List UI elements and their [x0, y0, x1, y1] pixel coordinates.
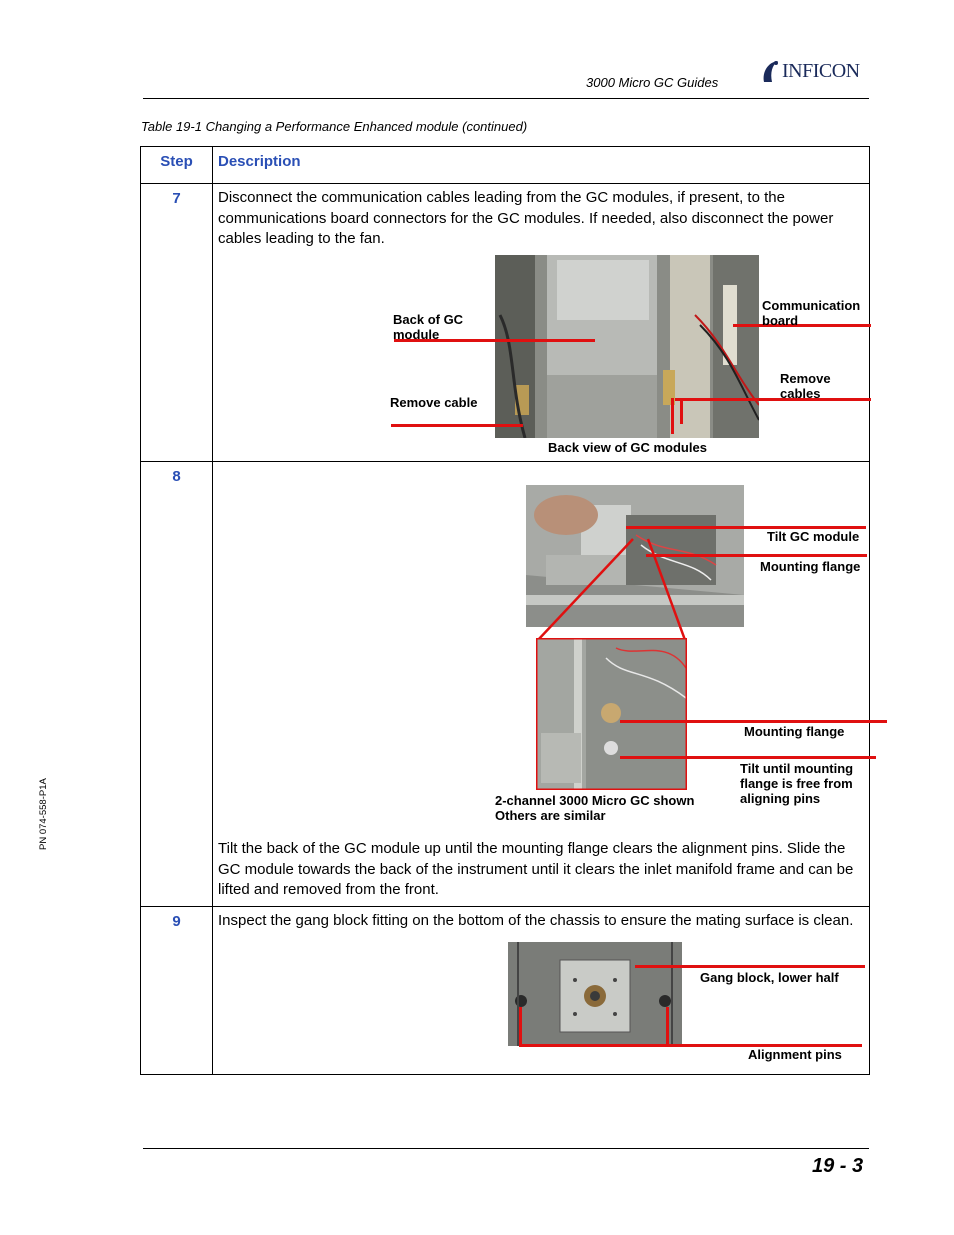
- header-rule: [143, 98, 869, 99]
- steps-table: [140, 146, 870, 1075]
- step-number: 9: [141, 907, 213, 1075]
- label-mounting-flange: Mounting flange: [760, 559, 861, 574]
- step-text: Disconnect the communication cables leading from the GC modules, if present, to the communications board connectors for the GC modules. If needed, also disconnect the power cables leading to the fan.: [218, 189, 834, 247]
- guide-title: 3000 Micro GC Guides: [586, 75, 719, 90]
- label-remove-cables: Remove cables: [780, 371, 831, 401]
- photo-caption: Back view of GC modules: [548, 440, 707, 455]
- label-back-of-gc-module: Back of GC module: [393, 312, 464, 342]
- page-number: 19 - 3: [812, 1155, 864, 1177]
- label-communication-board: Communication board: [762, 298, 861, 328]
- step-description: [213, 907, 870, 1075]
- gang-block-photo: [508, 942, 682, 1046]
- table-header-row: [141, 147, 870, 184]
- callout-line: [620, 756, 876, 759]
- step-text: Tilt the back of the GC module up until the mounting flange clears the alignment pins. Slide the GC module towards the back of the instrument until it clears the inlet manifold frame and can be lifted and removed from the front.: [218, 840, 854, 898]
- callout-line: [635, 965, 865, 968]
- callout-line: [519, 1007, 522, 1045]
- table-caption: Table 19-1 Changing a Performance Enhanced module (continued): [141, 119, 528, 134]
- column-header-step: Step: [141, 147, 213, 184]
- table-row-step-9: [141, 907, 870, 1075]
- back-view-photo: [495, 255, 759, 438]
- step-number: 8: [141, 462, 213, 907]
- callout-line: [680, 398, 683, 424]
- label-alignment-pins: Alignment pins: [748, 1047, 842, 1062]
- part-number: PN 074-558-P1A: [38, 778, 49, 850]
- column-header-description: Description: [213, 147, 870, 184]
- step-number: 7: [141, 184, 213, 462]
- step-description: [213, 184, 870, 462]
- photo-caption: 2-channel 3000 Micro GC shown Others are similar: [495, 793, 695, 823]
- callout-line: [391, 424, 523, 427]
- zoom-indicator: [533, 537, 693, 642]
- table-row-step-8: [141, 462, 870, 907]
- logo-text: INFICON: [782, 60, 860, 82]
- label-remove-cable: Remove cable: [390, 395, 478, 410]
- step-description: [213, 462, 870, 907]
- callout-line: [671, 398, 674, 434]
- step-text: Inspect the gang block fitting on the bottom of the chassis to ensure the mating surface is clean.: [218, 912, 854, 929]
- callout-line: [620, 720, 887, 723]
- callout-line: [666, 1007, 669, 1045]
- mounting-flange-photo: [536, 638, 687, 790]
- table-row-step-7: [141, 184, 870, 462]
- label-mounting-flange: Mounting flange: [744, 724, 845, 739]
- label-tilt-until-mounting-flange: Tilt until mounting flange is free from aligning pins: [740, 761, 854, 806]
- label-tilt-gc-module: Tilt GC module: [767, 529, 860, 544]
- label-gang-block: Gang block, lower half: [700, 970, 839, 985]
- footer-rule: [143, 1148, 869, 1149]
